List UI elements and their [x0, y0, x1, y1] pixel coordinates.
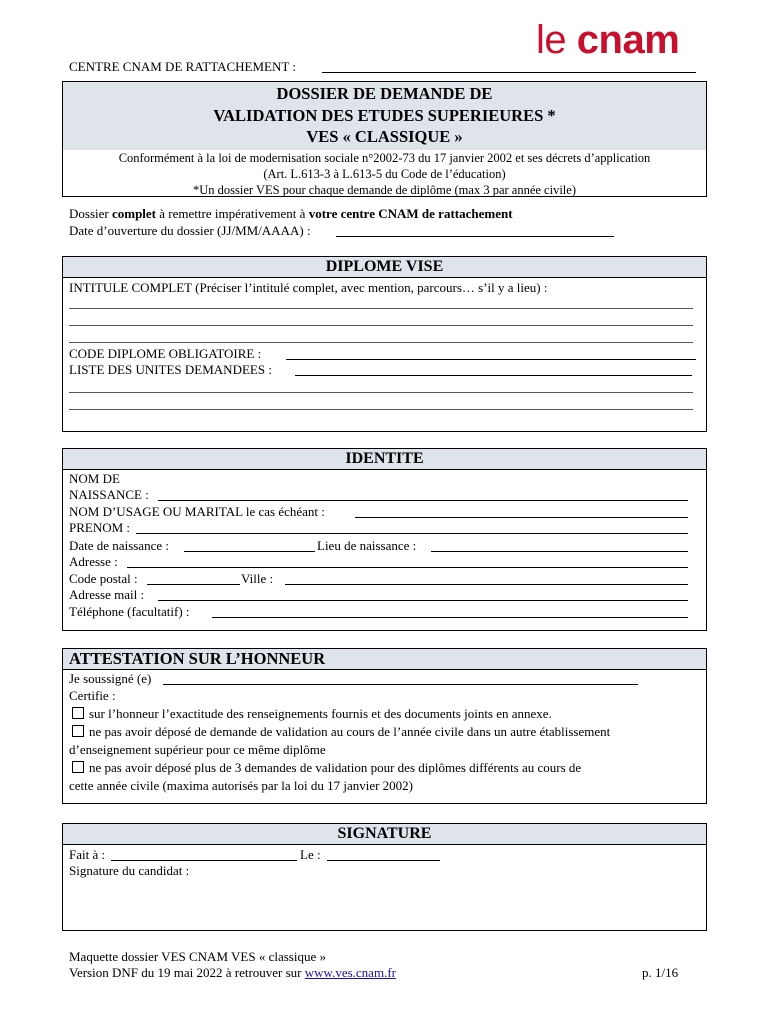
prenom-line[interactable]	[136, 533, 688, 534]
adresse-label: Adresse :	[69, 554, 118, 569]
logo-le: le	[536, 18, 567, 62]
cnam-logo	[536, 16, 679, 64]
checkbox-icon[interactable]	[72, 725, 84, 737]
dossier-instruction	[69, 205, 513, 222]
centre-input-line[interactable]	[322, 72, 696, 73]
title-line-2: VALIDATION DES ETUDES SUPERIEURES *	[213, 105, 556, 125]
identite-heading: IDENTITE	[63, 449, 706, 470]
footer-version: Version DNF du 19 mai 2022 à retrouver sur	[69, 965, 305, 980]
footer-link[interactable]: www.ves.cnam.fr	[304, 965, 396, 980]
dossier-complet: complet	[111, 206, 157, 221]
date-naissance-line[interactable]	[184, 551, 315, 552]
title-line-1: DOSSIER DE DEMANDE DE	[276, 84, 493, 103]
logo-cnam: cnam	[576, 18, 680, 62]
intitule-line-1[interactable]	[69, 308, 693, 309]
intitule-line-3[interactable]	[69, 342, 693, 343]
code-diplome-label: CODE DIPLOME OBLIGATOIRE :	[69, 346, 262, 361]
adresse-mail-line[interactable]	[158, 600, 688, 601]
fait-label: Fait à :	[69, 847, 106, 862]
le-label: Le :	[300, 847, 321, 862]
liste-unites-line[interactable]	[295, 375, 692, 376]
intitule-label: INTITULE COMPLET (Préciser l’intitulé complet, avec mention, parcours… s’il y a lieu) :	[69, 280, 548, 295]
dossier-text-2: à remettre impérativement à	[156, 206, 309, 221]
adresse-mail-label: Adresse mail :	[69, 587, 145, 602]
centre-label: CENTRE CNAM DE RATTACHEMENT :	[69, 59, 296, 74]
le-line[interactable]	[327, 860, 440, 861]
nom-naissance-line[interactable]	[158, 500, 688, 501]
checkbox-icon[interactable]	[72, 761, 84, 773]
telephone-line[interactable]	[212, 617, 688, 618]
liste-line-2[interactable]	[69, 392, 693, 393]
certify-text-3b: cette année civile (maxima autorisés par la loi du 17 janvier 2002)	[69, 778, 414, 793]
lieu-naissance-line[interactable]	[431, 551, 688, 552]
nom-de-label: NOM DE	[69, 471, 120, 486]
articles-line: (Art. L.613-3 à L.613-5 du Code de l’éducation)	[263, 167, 506, 181]
adresse-line[interactable]	[127, 567, 688, 568]
ville-label: Ville :	[241, 571, 274, 586]
dossier-votre-centre: votre centre CNAM de rattachement	[308, 206, 513, 221]
lieu-naissance-label: Lieu de naissance :	[317, 538, 417, 553]
date-naissance-label: Date de naissance :	[69, 538, 169, 553]
nom-usage-label: NOM D’USAGE OU MARITAL le cas échéant :	[69, 504, 325, 519]
liste-unites-label: LISTE DES UNITES DEMANDEES :	[69, 362, 272, 377]
certify-item-2	[72, 723, 610, 740]
ville-line[interactable]	[285, 584, 688, 585]
attestation-heading: ATTESTATION SUR L’HONNEUR	[63, 649, 706, 670]
nom-usage-line[interactable]	[355, 517, 688, 518]
page-number: p. 1/16	[642, 965, 679, 980]
certify-text-2a: ne pas avoir déposé de demande de validation au cours de l’année civile dans un autre établissement	[89, 724, 611, 739]
fait-line[interactable]	[111, 860, 297, 861]
title-notes	[63, 150, 706, 198]
footer-line-1: Maquette dossier VES CNAM VES « classique »	[69, 949, 326, 964]
intitule-line-2[interactable]	[69, 325, 693, 326]
date-ouverture-label: Date d’ouverture du dossier (JJ/MM/AAAA) :	[69, 223, 311, 238]
title-box	[62, 81, 707, 197]
certifie-label: Certifie :	[69, 688, 116, 703]
code-postal-label: Code postal :	[69, 571, 138, 586]
code-postal-line[interactable]	[147, 584, 240, 585]
soussigne-label: Je soussigné (e)	[69, 671, 152, 686]
certify-item-3	[72, 759, 581, 776]
law-line: Conformément à la loi de modernisation sociale n°2002-73 du 17 janvier 2002 et ses décrets d’application	[118, 151, 651, 165]
dossier-text-1: Dossier	[69, 206, 112, 221]
logo-space	[566, 18, 577, 62]
diplome-heading: DIPLOME VISE	[63, 257, 706, 278]
soussigne-line[interactable]	[163, 684, 638, 685]
footer-line-2	[69, 964, 396, 981]
certify-text-3a: ne pas avoir déposé plus de 3 demandes de validation pour des diplômes différents au cours de	[89, 760, 582, 775]
certify-text-1: sur l’honneur l’exactitude des renseignements fournis et des documents joints en annexe.	[89, 706, 552, 721]
one-dossier-line: *Un dossier VES pour chaque demande de diplôme (max 3 par année civile)	[193, 183, 576, 197]
naissance-label: NAISSANCE :	[69, 487, 149, 502]
liste-line-3[interactable]	[69, 409, 693, 410]
title-block	[63, 82, 706, 150]
date-ouverture-line[interactable]	[336, 236, 614, 237]
checkbox-icon[interactable]	[72, 707, 84, 719]
prenom-label: PRENOM :	[69, 520, 131, 535]
title-line-3: VES « CLASSIQUE »	[306, 127, 463, 146]
certify-text-2b: d’enseignement supérieur pour ce même diplôme	[69, 742, 326, 757]
code-diplome-line[interactable]	[286, 359, 696, 360]
certify-item-1	[72, 705, 552, 722]
telephone-label: Téléphone (facultatif) :	[69, 604, 190, 619]
signature-heading: SIGNATURE	[63, 824, 706, 845]
signature-candidat-label: Signature du candidat :	[69, 863, 190, 878]
